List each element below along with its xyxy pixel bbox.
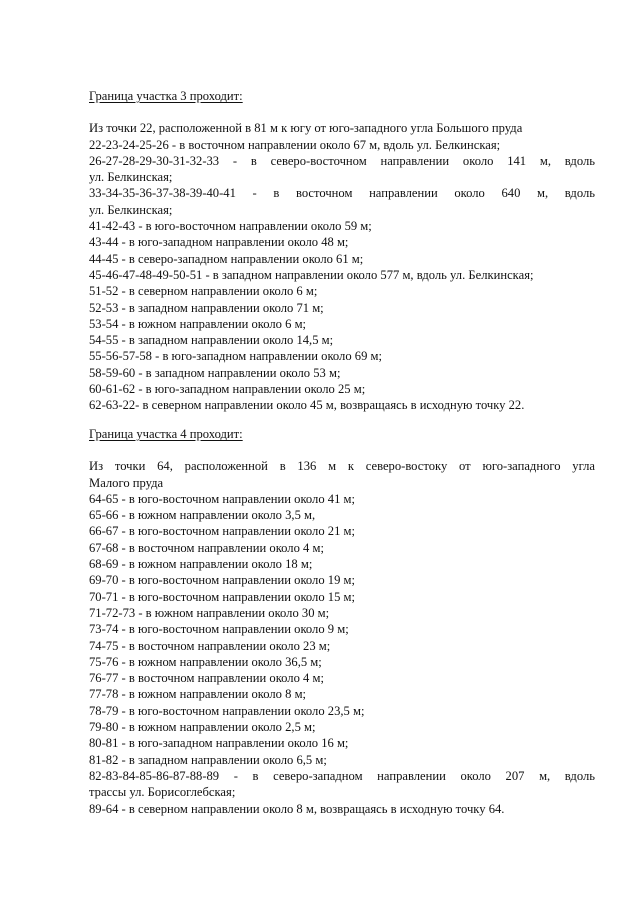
spacer	[89, 104, 595, 120]
text-line: 77-78 - в южном направлении около 8 м;	[89, 687, 307, 702]
text-line: 41-42-43 - в юго-восточном направлении около 59 м;	[89, 219, 372, 234]
text-line: 71-72-73 - в южном направлении около 30 м;	[89, 605, 330, 620]
text-line: 26-27-28-29-30-31-32-33 - в северо-восточном направлении около 141 м, вдоль	[89, 153, 595, 168]
text-line: ул. Белкинская;	[89, 202, 173, 217]
text-line: 51-52 - в северном направлении около 6 м;	[89, 284, 318, 299]
text-line: ул. Белкинская;	[89, 170, 173, 185]
text-line: 78-79 - в юго-восточном направлении около 23,5 м;	[89, 703, 365, 718]
text-line: 66-67 - в юго-восточном направлении около 21 м;	[89, 524, 355, 539]
text-line: 73-74 - в юго-восточном направлении около 9 м;	[89, 622, 349, 637]
text-line: 52-53 - в западном направлении около 71 м;	[89, 300, 324, 315]
text-line: 58-59-60 - в западном направлении около 53 м;	[89, 365, 341, 380]
text-line: 64-65 - в юго-восточном направлении около 41 м;	[89, 491, 355, 506]
text-line: Малого пруда	[89, 475, 164, 490]
text-line: 54-55 - в западном направлении около 14,5 м;	[89, 333, 334, 348]
text-line: 69-70 - в юго-восточном направлении около 19 м;	[89, 573, 355, 588]
text-line: 33-34-35-36-37-38-39-40-41 - в восточном направлении около 640 м, вдоль	[89, 186, 595, 201]
text-line: Из точки 64, расположенной в 136 м к северо-востоку от юго-западного угла	[89, 459, 595, 474]
section-plot-3	[89, 88, 595, 414]
text-line: трассы ул. Борисоглебская;	[89, 785, 236, 800]
boundary-description-plot-4	[89, 458, 595, 817]
text-line: 55-56-57-58 - в юго-западном направлении около 69 м;	[89, 349, 383, 364]
text-line: 43-44 - в юго-западном направлении около 48 м;	[89, 235, 349, 250]
text-line: 79-80 - в южном направлении около 2,5 м;	[89, 720, 316, 735]
section-heading-plot-4: Граница участка 4 проходит:	[89, 427, 243, 441]
section-heading-plot-3: Граница участка 3 проходит:	[89, 89, 243, 103]
text-line: 70-71 - в юго-восточном направлении около 15 м;	[89, 589, 355, 604]
text-line: 68-69 - в южном направлении около 18 м;	[89, 557, 313, 572]
text-line: 82-83-84-85-86-87-88-89 - в северо-западном направлении около 207 м, вдоль	[89, 768, 595, 783]
boundary-description-plot-3	[89, 120, 595, 413]
text-line: 60-61-62 - в юго-западном направлении около 25 м;	[89, 382, 366, 397]
text-line: 22-23-24-25-26 - в восточном направлении около 67 м, вдоль ул. Белкинская;	[89, 137, 501, 152]
text-line: 74-75 - в восточном направлении около 23 м;	[89, 638, 331, 653]
spacer	[89, 442, 595, 458]
text-line: 75-76 - в южном направлении около 36,5 м;	[89, 654, 322, 669]
text-line: 89-64 - в северном направлении около 8 м, возвращаясь в исходную точку 64.	[89, 801, 505, 816]
text-line: 65-66 - в южном направлении около 3,5 м,	[89, 508, 316, 523]
section-plot-4	[89, 426, 595, 817]
text-line: 80-81 - в юго-западном направлении около 16 м;	[89, 736, 349, 751]
text-line: 81-82 - в западном направлении около 6,5 м;	[89, 752, 327, 767]
text-line: 45-46-47-48-49-50-51 - в западном направлении около 577 м, вдоль ул. Белкинская;	[89, 267, 534, 282]
text-line: 67-68 - в восточном направлении около 4 м;	[89, 540, 324, 555]
text-line: Из точки 22, расположенной в 81 м к югу от юго-западного угла Большого пруда	[89, 121, 523, 136]
text-line: 44-45 - в северо-западном направлении около 61 м;	[89, 251, 364, 266]
text-line: 62-63-22- в северном направлении около 45 м, возвращаясь в исходную точку 22.	[89, 398, 525, 413]
text-line: 53-54 - в южном направлении около 6 м;	[89, 316, 307, 331]
text-line: 76-77 - в восточном направлении около 4 м;	[89, 671, 324, 686]
